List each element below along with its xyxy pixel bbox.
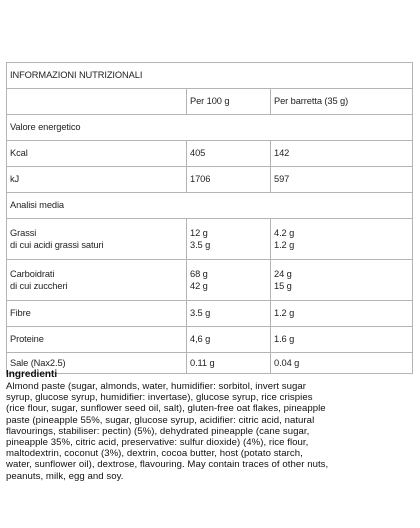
ingredients-section xyxy=(6,369,412,482)
analysis-label: Analisi media xyxy=(7,193,413,219)
salt-per-100g: 0.11 g xyxy=(187,353,271,374)
table-row xyxy=(7,141,413,167)
fat-per-bar-cell xyxy=(271,219,413,260)
saturated-fat-per-bar: 1.2 g xyxy=(274,240,295,250)
ingredients-line: pineapple 35%, citric acid, preservative: sulfur dioxide) (4%), rice flour, xyxy=(6,437,309,449)
kj-label: kJ xyxy=(7,167,187,193)
saturated-fat-label: di cui acidi grassi saturi xyxy=(10,240,104,250)
table-header-row xyxy=(7,89,413,115)
saturated-fat-per-100g: 3.5 g xyxy=(190,240,211,250)
salt-per-bar: 0.04 g xyxy=(271,353,413,374)
carbs-row xyxy=(7,260,413,301)
sugars-per-100g: 42 g xyxy=(190,281,208,291)
kcal-per-bar: 142 xyxy=(271,141,413,167)
protein-per-100g: 4,6 g xyxy=(187,327,271,353)
kcal-per-100g: 405 xyxy=(187,141,271,167)
ingredients-line: Almond paste (sugar, almonds, water, humidifier: sorbitol, invert sugar xyxy=(6,381,307,392)
carbs-label: Carboidrati xyxy=(10,269,55,279)
ingredients-line: syrup, glucose syrup, humidifier: invertase), glucose syrup, rice crispies xyxy=(6,392,313,404)
header-empty-cell xyxy=(7,89,187,115)
fat-label: Grassi xyxy=(10,228,37,238)
ingredients-title: Ingredienti xyxy=(6,369,58,380)
ingredients-line: paste (pineapple 55%, sugar, glucose syrup, acidifier: citric acid, natural xyxy=(6,414,315,426)
sugars-per-bar: 15 g xyxy=(274,281,292,291)
table-title-row xyxy=(7,63,413,89)
fibre-label: Fibre xyxy=(7,301,187,327)
carbs-per-bar-cell xyxy=(271,260,413,301)
ingredients-line: (rice flour, sugar, sunflower seed oil, salt), gluten-free oat flakes, pineapple xyxy=(6,403,326,415)
fibre-row xyxy=(7,301,413,327)
energy-section-row xyxy=(7,115,413,141)
salt-label: Sale (Nax2.5) xyxy=(7,353,187,374)
header-per-100g: Per 100 g xyxy=(187,89,271,115)
protein-label: Proteine xyxy=(7,327,187,353)
kj-per-100g: 1706 xyxy=(187,167,271,193)
ingredients-line: peanuts, milk, egg and soy. xyxy=(6,470,124,482)
fat-per-bar: 4.2 g xyxy=(274,228,295,238)
carbs-per-bar: 24 g xyxy=(274,269,292,279)
protein-per-bar: 1.6 g xyxy=(271,327,413,353)
sugars-label: di cui zuccheri xyxy=(10,281,68,291)
fat-per-100g: 12 g xyxy=(190,228,208,238)
ingredients-line: maltodextrin, coconut (3%), dextrin, cocoa butter, host (potato starch, xyxy=(6,448,303,460)
analysis-section-row xyxy=(7,193,413,219)
fibre-per-bar: 1.2 g xyxy=(271,301,413,327)
ingredients-line: flavourings, stabiliser: pectin) (5%), dehydrated pineapple (cane sugar, xyxy=(6,425,310,437)
fibre-per-100g: 3.5 g xyxy=(187,301,271,327)
energy-label: Valore energetico xyxy=(7,115,413,141)
nutrition-table xyxy=(6,62,413,374)
fat-row xyxy=(7,219,413,260)
carbs-per-100g: 68 g xyxy=(190,269,208,279)
ingredients-text xyxy=(6,381,412,482)
table-title: INFORMAZIONI NUTRIZIONALI xyxy=(7,63,413,89)
ingredients-line: water, sunflower oil), dextrose, flavouring. May contain traces of other nuts, xyxy=(6,459,329,471)
protein-row xyxy=(7,327,413,353)
kcal-label: Kcal xyxy=(7,141,187,167)
fat-label-cell xyxy=(7,219,187,260)
kj-per-bar: 597 xyxy=(271,167,413,193)
carbs-label-cell xyxy=(7,260,187,301)
carbs-per-100g-cell xyxy=(187,260,271,301)
header-per-bar: Per barretta (35 g) xyxy=(271,89,413,115)
table-row xyxy=(7,167,413,193)
fat-per-100g-cell xyxy=(187,219,271,260)
